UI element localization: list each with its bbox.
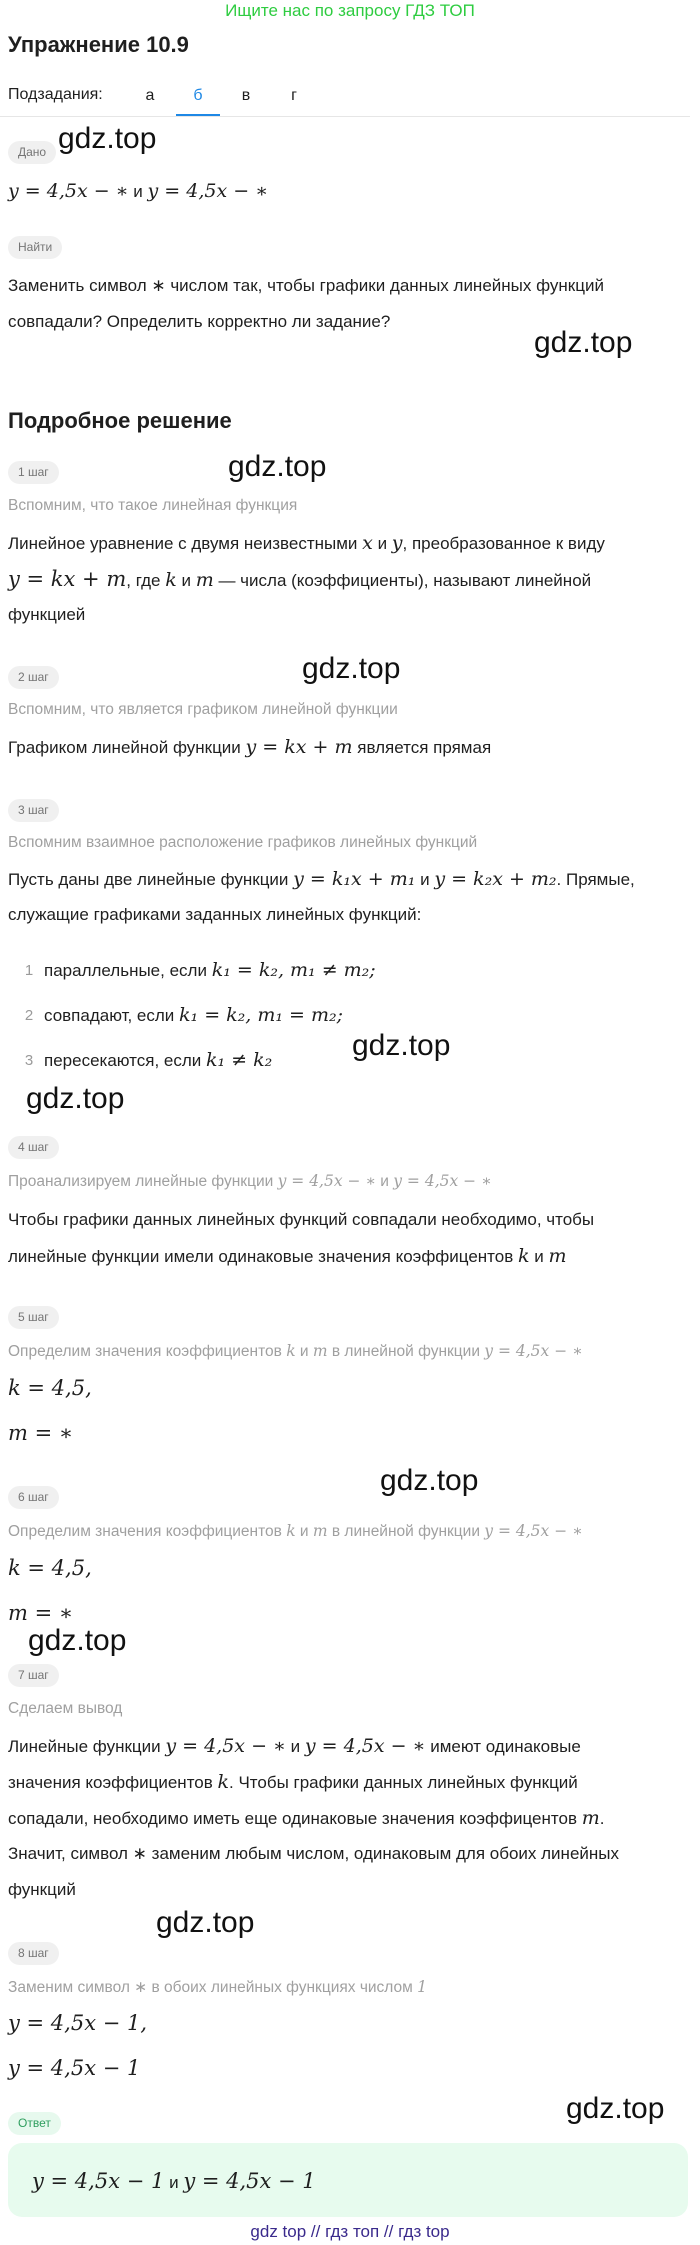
step-1-chip: 1 шаг: [8, 461, 59, 484]
subtasks-label: Подзадания:: [8, 86, 103, 103]
given-chip: Дано: [8, 141, 56, 164]
step-6-eq-1: k = 4,5,: [8, 1556, 92, 1580]
step-2-chip: 2 шаг: [8, 666, 59, 689]
tab-g[interactable]: г: [291, 87, 297, 104]
tab-a[interactable]: а: [145, 87, 155, 104]
given-eq2: y = 4,5x − ∗: [147, 180, 269, 202]
step-4-hint: Проанализируем линейные функции y = 4,5x − ∗ и y = 4,5x − ∗: [8, 1172, 492, 1190]
watermark: gdz.top: [566, 2092, 665, 2125]
tab-b[interactable]: б: [176, 76, 220, 116]
list-item-number: 2: [24, 1007, 34, 1024]
given-eq1: y = 4,5x − ∗: [8, 180, 129, 202]
step-1-hint: Вспомним, что такое линейная функция: [8, 497, 298, 514]
step-4-line-1: Чтобы графики данных линейных функций совпадали необходимо, чтобы: [8, 1210, 595, 1229]
step-7-line-4: Значит, символ ∗ заменим любым числом, одинаковым для обоих линейных: [8, 1844, 620, 1863]
list-item: совпадают, если k₁ = k₂, m₁ = m₂;: [44, 1004, 344, 1026]
solution-title: Подробное решение: [8, 408, 232, 433]
list-item: параллельные, если k₁ = k₂, m₁ ≠ m₂;: [44, 959, 376, 981]
step-3-hint: Вспомним взаимное расположение графиков линейных функций: [8, 834, 478, 851]
step-7-line-3: сопадали, необходимо иметь еще одинаковые значения коэффицентов m.: [8, 1807, 605, 1829]
step-7-line-5: функций: [8, 1880, 76, 1899]
step-6-chip: 6 шаг: [8, 1486, 59, 1509]
list-item-number: 1: [24, 962, 34, 979]
step-7-hint: Сделаем вывод: [8, 1700, 123, 1717]
given-equations: y = 4,5x − ∗ и y = 4,5x − ∗: [8, 180, 269, 202]
list-item-number: 3: [24, 1052, 34, 1069]
find-line-1: Заменить символ ∗ числом так, чтобы графики данных линейных функций: [8, 276, 604, 295]
step-7-line-2: значения коэффициентов k. Чтобы графики данных линейных функций: [8, 1771, 578, 1793]
answer-chip: Ответ: [8, 2112, 61, 2135]
watermark: gdz.top: [380, 1464, 479, 1497]
step-3-line-1: Пусть даны две линейные функции y = k₁x + m₁ и y = k₂x + m₂. Прямые,: [8, 868, 635, 890]
step-7-line-1: Линейные функции y = 4,5x − ∗ и y = 4,5x − ∗ имеют одинаковые: [8, 1735, 581, 1757]
step-8-eq-1: y = 4,5x − 1,: [8, 2011, 148, 2035]
step-6-hint: Определим значения коэффициентов k и m в линейной функции y = 4,5x − ∗: [8, 1522, 583, 1540]
tabs-divider: [0, 116, 690, 117]
step-8-chip: 8 шаг: [8, 1942, 59, 1965]
step-7-chip: 7 шаг: [8, 1664, 59, 1687]
watermark: gdz.top: [534, 326, 633, 359]
watermark: gdz.top: [28, 1624, 127, 1657]
step-5-eq-2: m = ∗: [8, 1421, 74, 1445]
watermark: gdz.top: [302, 652, 401, 685]
page-title: Упражнение 10.9: [8, 32, 189, 57]
watermark: gdz.top: [352, 1029, 451, 1062]
watermark: gdz.top: [228, 450, 327, 483]
watermark: gdz.top: [156, 1906, 255, 1939]
step-8-hint: Заменим символ ∗ в обоих линейных функциях числом 1: [8, 1978, 427, 1996]
answer-equations: y = 4,5x − 1 и y = 4,5x − 1: [32, 2169, 316, 2193]
watermark: gdz.top: [58, 122, 157, 155]
step-5-hint: Определим значения коэффициентов k и m в линейной функции y = 4,5x − ∗: [8, 1342, 583, 1360]
step-3-line-2: служащие графиками заданных линейных функций:: [8, 905, 422, 924]
top-banner[interactable]: Ищите нас по запросу ГДЗ ТОП: [225, 1, 475, 20]
step-2-hint: Вспомним, что является графиком линейной функции: [8, 701, 398, 718]
watermark: gdz.top: [26, 1082, 125, 1115]
tab-v[interactable]: в: [241, 87, 251, 104]
step-6-eq-2: m = ∗: [8, 1601, 74, 1625]
step-4-chip: 4 шаг: [8, 1136, 59, 1159]
footer-links[interactable]: gdz top // гдз топ // гдз top: [250, 2222, 450, 2241]
step-5-eq-1: k = 4,5,: [8, 1376, 92, 1400]
step-1-line-2: y = kx + m, где k и m — числа (коэффициенты), называют линейной: [8, 567, 592, 591]
list-item: пересекаются, если k₁ ≠ k₂: [44, 1049, 273, 1071]
step-2-line: Графиком линейной функции y = kx + m является прямая: [8, 736, 492, 758]
step-5-chip: 5 шаг: [8, 1306, 59, 1329]
step-1-line-3: функцией: [8, 605, 86, 624]
find-chip: Найти: [8, 236, 62, 259]
step-3-chip: 3 шаг: [8, 799, 59, 822]
step-1-line-1: Линейное уравнение с двумя неизвестными x и y, преобразованное к виду: [8, 532, 605, 554]
step-8-eq-2: y = 4,5x − 1: [8, 2056, 141, 2080]
step-4-line-2: линейные функции имели одинаковые значения коэффицентов k и m: [8, 1245, 567, 1267]
find-line-2: совпадали? Определить корректно ли задание?: [8, 312, 391, 331]
